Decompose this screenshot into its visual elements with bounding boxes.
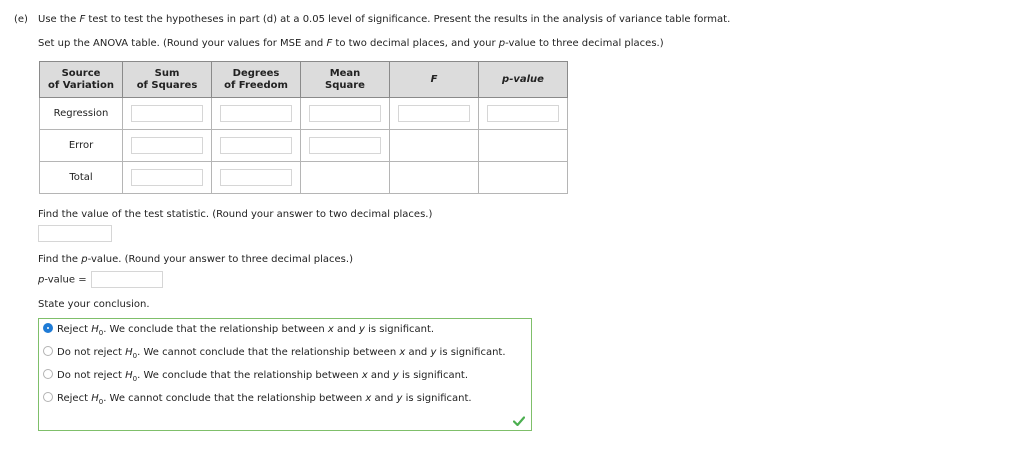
option-rest: . We conclude that the relationship between <box>137 370 362 381</box>
df-regression-input[interactable] <box>220 105 292 122</box>
header-degrees-of-freedom <box>212 62 301 98</box>
h-subscript: 0 <box>98 329 104 337</box>
option-y: y <box>392 370 399 381</box>
p-value-label: -value = <box>44 274 87 286</box>
h-subscript: 0 <box>132 375 138 383</box>
option-rest: . We cannot conclude that the relationship between <box>137 347 400 358</box>
p-value-input[interactable] <box>91 271 163 288</box>
cell <box>212 162 301 194</box>
df-error-input[interactable] <box>220 137 292 154</box>
option-rest: . We cannot conclude that the relationship between <box>103 393 366 404</box>
option-end: is significant. <box>402 393 472 404</box>
header-source-l1: Source <box>61 67 101 79</box>
p-value-row <box>38 271 163 288</box>
option-end: is significant. <box>398 370 469 381</box>
h-symbol: H <box>91 393 99 404</box>
option-and: and <box>405 347 431 358</box>
cell <box>123 98 212 130</box>
cell-empty <box>301 162 390 194</box>
row-label-total: Total <box>40 162 123 194</box>
option-and: and <box>371 393 397 404</box>
option-lead: Reject <box>57 324 92 335</box>
f-input[interactable] <box>398 105 470 122</box>
option-x: x <box>361 370 368 381</box>
part-label: (e) <box>14 14 28 25</box>
cell <box>301 98 390 130</box>
radio-selected-icon[interactable] <box>43 323 53 333</box>
header-f-text: F <box>430 73 438 85</box>
p-value-prompt-b: -value. (Round your answer to three decimal places.) <box>87 254 353 265</box>
h-subscript: 0 <box>98 398 104 406</box>
ss-error-input[interactable] <box>131 137 203 154</box>
p-value-prompt-a: Find the <box>38 254 82 265</box>
header-source-l2: of Variation <box>48 79 114 91</box>
h-symbol: H <box>91 324 99 335</box>
table-row <box>40 130 568 162</box>
p-value-prompt <box>38 254 353 265</box>
header-source <box>40 62 123 98</box>
header-f <box>390 62 479 98</box>
cell <box>301 130 390 162</box>
ss-regression-input[interactable] <box>131 105 203 122</box>
conclusion-option-1[interactable] <box>43 323 434 337</box>
header-ms-l1: Mean <box>329 67 361 79</box>
cell-empty <box>390 130 479 162</box>
question-text-b: test to test the hypotheses in part (d) at a 0.05 level of significance. Present the results in the analysis of variance table format. <box>85 14 731 25</box>
cell <box>479 98 568 130</box>
conclusion-prompt: State your conclusion. <box>38 299 150 310</box>
option-rest: . We conclude that the relationship between <box>103 324 328 335</box>
table-row <box>40 98 568 130</box>
df-total-input[interactable] <box>220 169 292 186</box>
option-end: is significant. <box>364 324 435 335</box>
h-subscript: 0 <box>132 352 138 360</box>
h-symbol: H <box>125 370 133 381</box>
option-y: y <box>358 324 365 335</box>
question-f: F <box>79 14 86 25</box>
cell <box>390 98 479 130</box>
header-df-l2: of Freedom <box>224 79 288 91</box>
option-lead: Reject <box>57 393 92 404</box>
conclusion-option-3[interactable] <box>43 369 468 383</box>
setup-p: p <box>498 38 506 49</box>
option-and: and <box>367 370 393 381</box>
header-ss-l2: of Squares <box>136 79 198 91</box>
option-lead: Do not reject <box>57 370 126 381</box>
table-row <box>40 162 568 194</box>
option-x: x <box>365 393 372 404</box>
ss-total-input[interactable] <box>131 169 203 186</box>
ms-regression-input[interactable] <box>309 105 381 122</box>
checkmark-icon <box>513 416 525 426</box>
setup-instructions <box>38 38 664 49</box>
cell-empty <box>479 130 568 162</box>
p-value-table-input[interactable] <box>487 105 559 122</box>
cell <box>123 162 212 194</box>
setup-a: Set up the ANOVA table. (Round your values for MSE and <box>38 38 327 49</box>
option-y: y <box>430 347 437 358</box>
cell <box>212 98 301 130</box>
radio-icon[interactable] <box>43 369 53 379</box>
option-y: y <box>396 393 403 404</box>
header-df-l1: Degrees <box>232 67 280 79</box>
anova-table <box>39 61 568 194</box>
option-end: is significant. <box>436 347 506 358</box>
row-label-regression: Regression <box>40 98 123 130</box>
test-statistic-prompt: Find the value of the test statistic. (Round your answer to two decimal places.) <box>38 209 433 220</box>
option-x: x <box>399 347 406 358</box>
radio-icon[interactable] <box>43 346 53 356</box>
cell-empty <box>479 162 568 194</box>
question-text-a: Use the <box>38 14 80 25</box>
radio-icon[interactable] <box>43 392 53 402</box>
header-mean-square <box>301 62 390 98</box>
test-statistic-input[interactable] <box>38 225 112 242</box>
conclusion-choices <box>38 318 532 431</box>
conclusion-option-4[interactable] <box>43 392 472 406</box>
header-ss-l1: Sum <box>154 67 180 79</box>
p-value-prompt-p: p <box>81 254 88 265</box>
option-and: and <box>333 324 359 335</box>
cell <box>123 130 212 162</box>
question-text <box>14 14 730 25</box>
header-p-value <box>479 62 568 98</box>
header-ms-l2: Square <box>325 79 365 91</box>
h-symbol: H <box>125 347 133 358</box>
header-sum-of-squares <box>123 62 212 98</box>
row-label-error: Error <box>40 130 123 162</box>
option-lead: Do not reject <box>57 347 126 358</box>
setup-f: F <box>326 38 333 49</box>
header-p-value-text: p-value <box>502 73 544 85</box>
option-x: x <box>327 324 334 335</box>
ms-error-input[interactable] <box>309 137 381 154</box>
cell-empty <box>390 162 479 194</box>
setup-b: to two decimal places, and your <box>332 38 499 49</box>
cell <box>212 130 301 162</box>
setup-c: -value to three decimal places.) <box>505 38 664 49</box>
p-value-label-p: p <box>38 274 45 286</box>
conclusion-option-2[interactable] <box>43 346 506 360</box>
